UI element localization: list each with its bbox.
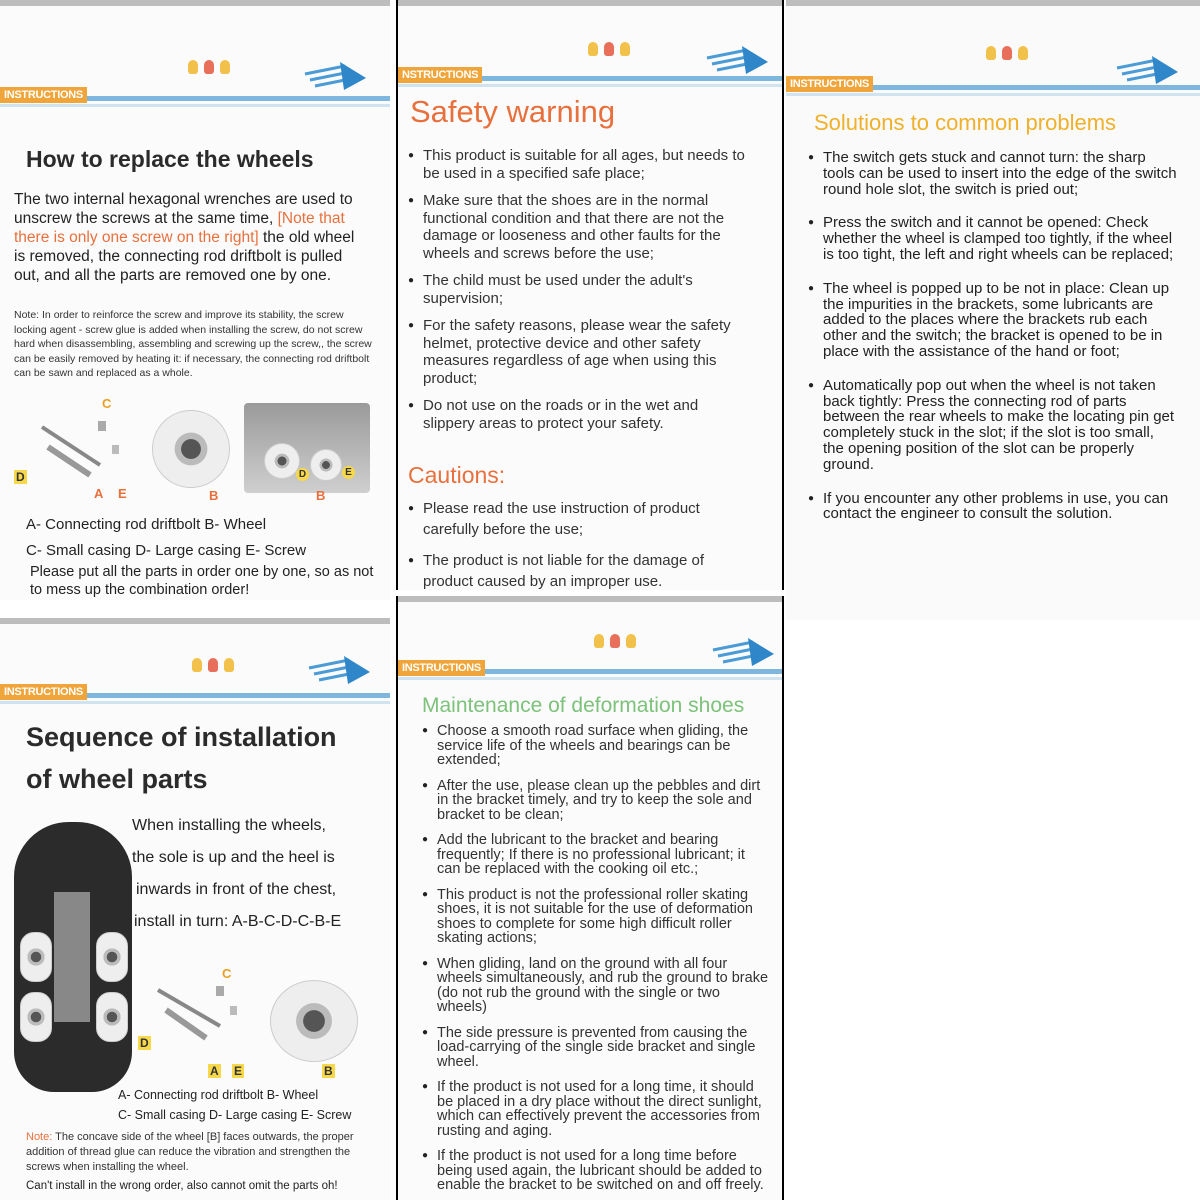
- instructions-tag: INSTRUCTIONS: [786, 76, 873, 92]
- list-item: ● The side pressure is prevented from causing the load-carrying of the single side bracket and single wheel.: [422, 1026, 770, 1070]
- part-label-a: A: [94, 486, 104, 501]
- blue-note: Can't install in the wrong order, also cannot omit the parts oh!: [26, 1180, 338, 1192]
- parts-diagram: [30, 405, 140, 495]
- page-title: How to replace the wheels: [26, 146, 314, 172]
- page-title: Maintenance of deformation shoes: [422, 694, 745, 717]
- legend-line-1: A- Connecting rod driftbolt B- Wheel: [26, 516, 267, 533]
- part-label-d: D: [16, 470, 25, 484]
- list-item: ● Press the switch and it cannot be opened: Check whether the wheel is clamped too tightly, if the wheel is too tight, the left and right wheels can be replaced;: [808, 215, 1178, 262]
- list-item: ● The switch gets stuck and cannot turn: the sharp tools can be used to insert into the edge of the switch round hole slot, the switch is pried out;: [808, 150, 1178, 197]
- note-text: The concave side of the wheel [B] faces outwards, the proper addition of thread glue can reduce the vibration and strengthen the screws when installing the wheel.: [26, 1131, 354, 1173]
- list-item: ● Please read the use instruction of product carefully before the use;: [408, 498, 753, 540]
- list-item: ● After the use, please clean up the pebbles and dirt in the bracket timely, and try to keep the sole and bracket to be clean;: [422, 779, 770, 823]
- intro-text-a: The two internal hexagonal wrenches are used to unscrew the screws at the same time,: [14, 191, 353, 227]
- list-item: ● The child must be used under the adult's supervision;: [408, 272, 753, 307]
- panel-installation-sequence: [0, 618, 390, 1200]
- note-paragraph: [26, 1130, 376, 1175]
- wheel-image: [270, 980, 358, 1062]
- part-label-a: A: [210, 1064, 219, 1078]
- list-item: ● This product is not the professional roller skating shoes, it is not suitable for the use of deformation shoes to complete for some high difficult roller skating actions;: [422, 888, 770, 946]
- intro-paragraph: [14, 190, 364, 285]
- page-title-line-1: Sequence of installation: [26, 722, 337, 752]
- part-label-b: B: [209, 488, 219, 503]
- part-label-e: E: [118, 486, 127, 501]
- maintenance-list: [422, 724, 770, 1200]
- plane-icon: [708, 636, 778, 672]
- instruction-line-2: the sole is up and the heel is: [132, 849, 335, 866]
- list-item: ● If the product is not used for a long time, it should be placed in a dry place without the direct sunlight, which can effectively prevent the accessories from rusting and aging.: [422, 1080, 770, 1138]
- part-label-c: C: [222, 966, 232, 981]
- legend-line-2: C- Small casing D- Large casing E- Screw: [118, 1108, 352, 1122]
- problems-list: [808, 150, 1178, 532]
- panel-replace-wheels: [0, 0, 390, 600]
- plane-icon: [300, 60, 370, 96]
- sole-illustration: [14, 822, 132, 1092]
- list-item: ● Do not use on the roads or in the wet and slippery areas to protect your safety.: [408, 397, 753, 432]
- page-title-line-2: of wheel parts: [26, 764, 208, 794]
- wheel-image: [152, 410, 230, 488]
- part-label-d: D: [140, 1036, 149, 1050]
- list-item: ● The wheel is popped up to be not in place: Clean up the impurities in the brackets, some lubricants are added to the places where the brackets rub each other and the switch; the bracket is opened to be in place with the assistance of the hand or foot;: [808, 281, 1178, 360]
- part-label-d2: D: [296, 468, 309, 481]
- legend-line-1: A- Connecting rod driftbolt B- Wheel: [118, 1088, 319, 1102]
- kids-illustration: [188, 60, 230, 74]
- list-item: ● Add the lubricant to the bracket and bearing frequently; If there is no professional lubricant; it can be replaced with the cooking oil etc.;: [422, 833, 770, 877]
- part-label-c: C: [102, 396, 112, 411]
- instructions-tag: INSTRUCTIONS: [398, 660, 485, 676]
- kids-illustration: [594, 634, 636, 648]
- list-item: ● Make sure that the shoes are in the normal functional condition and that there are not the damage or looseness and other faults for the wheels and screws before the use;: [408, 192, 753, 262]
- list-item: ● Choose a smooth road surface when gliding, the service life of the wheels and bearings can be extended;: [422, 724, 770, 768]
- list-item: ● For the safety reasons, please wear the safety helmet, protective device and other safety measures regardless of age when using this product;: [408, 317, 753, 387]
- page-title: Safety warning: [410, 94, 616, 129]
- instructions-tag: INSTRUCTIONS: [0, 684, 87, 700]
- panel-top-edge: [0, 0, 390, 6]
- list-item: ● This product is suitable for all ages, but needs to be used in a specified safe place;: [408, 147, 753, 182]
- list-item: ● If the product is not used for a long time before being used again, the lubricant should be added to enable the bracket to be switched on and off freely.: [422, 1149, 770, 1193]
- list-item: ● If you encounter any other problems in use, you can contact the engineer to consult the solution.: [808, 491, 1178, 523]
- part-label-e: E: [234, 1064, 243, 1078]
- panel-safety-warning: [396, 0, 784, 590]
- shoe-photo: [244, 403, 370, 493]
- intro-text-b: the old wheel is removed, the connecting rod driftbolt is pulled out, and all the parts are removed one by one.: [14, 229, 355, 284]
- page-title: Solutions to common problems: [814, 110, 1117, 135]
- small-note: Note: In order to reinforce the screw and improve its stability, the screw locking agent - screw glue is added when installing the screw, do not screw hard when disassembling, assembling and screwing up the screw,, the screw can be easily removed by heating it: if necessary, the connecting rod driftbolt can be sawn and replaced as a whole.: [14, 309, 372, 379]
- panel-maintenance: [396, 596, 784, 1200]
- cautions-title: Cautions:: [408, 462, 506, 488]
- safety-list: [408, 147, 753, 442]
- list-item: ● Automatically pop out when the wheel is not taken back tightly: Press the connecting rod of parts between the rear wheels to make the locating pin get completely stuck in the slot; if the slot is too small, the opening position of the slot can be properly ground.: [808, 378, 1178, 473]
- plane-icon: [1112, 54, 1182, 90]
- plane-icon: [304, 654, 374, 690]
- instruction-line-4: install in turn: A-B-C-D-C-B-E: [134, 913, 342, 930]
- part-label-e2: E: [342, 466, 355, 479]
- kids-illustration: [192, 658, 234, 672]
- note-label: Note:: [26, 1131, 53, 1143]
- intro-note: [Note that there is only one screw on the right]: [14, 210, 345, 246]
- kids-illustration: [588, 42, 630, 56]
- instructions-tag: INSTRUCTIONS: [0, 87, 87, 103]
- instruction-line-1: When installing the wheels,: [132, 817, 326, 834]
- list-item: ● The product is not liable for the damage of product caused by an improper use.: [408, 550, 753, 590]
- panel-common-problems: [786, 0, 1200, 620]
- instruction-line-3: inwards in front of the chest,: [136, 881, 337, 898]
- parts-diagram: [150, 976, 250, 1056]
- instructions-tag: NSTRUCTIONS: [398, 67, 482, 83]
- list-item: ● When gliding, land on the ground with all four wheels simultaneously, and rub the ground to brake (do not rub the ground with the single or two wheels): [422, 957, 770, 1015]
- cautions-list: [408, 498, 753, 590]
- blue-note: Please put all the parts in order one by one, so as not to mess up the combination order!: [30, 564, 374, 598]
- plane-icon: [702, 44, 772, 80]
- part-label-b2: B: [316, 488, 326, 503]
- part-label-b: B: [324, 1064, 333, 1078]
- kids-illustration: [986, 46, 1028, 60]
- legend-line-2: C- Small casing D- Large casing E- Screw: [26, 542, 307, 559]
